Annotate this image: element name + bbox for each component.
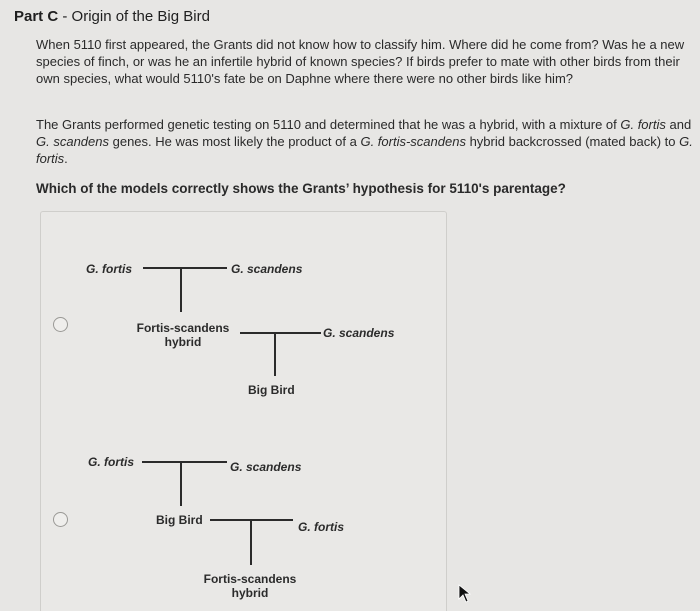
- mouse-pointer-icon: [458, 584, 472, 604]
- option-1-hybrid-line1: Fortis-scandens: [136, 321, 230, 335]
- genetics-scandens: G. scandens: [36, 134, 109, 149]
- option-2-result-line2: hybrid: [231, 586, 269, 600]
- genetics-text-2: genes. He was most likely the product of a: [109, 134, 361, 149]
- option-1-parent-left: G. fortis: [86, 262, 133, 276]
- part-separator: -: [58, 8, 72, 25]
- genetics-end: .: [64, 151, 68, 166]
- option-2-result-line1: Fortis-scandens: [203, 572, 297, 586]
- genetics-text-3: hybrid backcrossed (mated back) to: [465, 134, 680, 149]
- genetics-text-1: The Grants performed genetic testing on 5110 and determined that he was a hybrid, with a mixture of: [36, 117, 621, 132]
- genetics-hybrid-name: G. fortis-scandens: [360, 134, 466, 149]
- option-1-hybrid-line2: hybrid: [164, 335, 202, 349]
- genetics-fortis-2: G. fortis: [36, 134, 693, 166]
- option-1-result: Big Bird: [248, 383, 295, 397]
- option-2-parent-left: G. fortis: [88, 455, 135, 469]
- part-title-text: Origin of the Big Bird: [71, 8, 210, 25]
- genetics-and: and: [665, 117, 692, 132]
- genetics-fortis: G. fortis: [620, 117, 666, 132]
- part-prefix: Part C: [14, 8, 59, 25]
- question-text: Which of the models correctly shows the Grants’ hypothesis for 5110's parentage?: [36, 181, 566, 196]
- option-2-parent-right: G. scandens: [230, 460, 302, 474]
- option-2-first-child: Big Bird: [156, 513, 203, 527]
- intro-paragraph: When 5110 first appeared, the Grants did not know how to classify him. Where did he come from? Was he a new species of finch, or was he an infertile hybrid of known species? If birds prefer to mate with other birds from their own species, what would 5110's fate be on Daphne where there were no other birds like him?: [36, 37, 685, 86]
- option-2-backcross-parent: G. fortis: [298, 520, 345, 534]
- option-1-backcross-parent: G. scandens: [323, 326, 395, 340]
- option-1-parent-right: G. scandens: [231, 262, 303, 276]
